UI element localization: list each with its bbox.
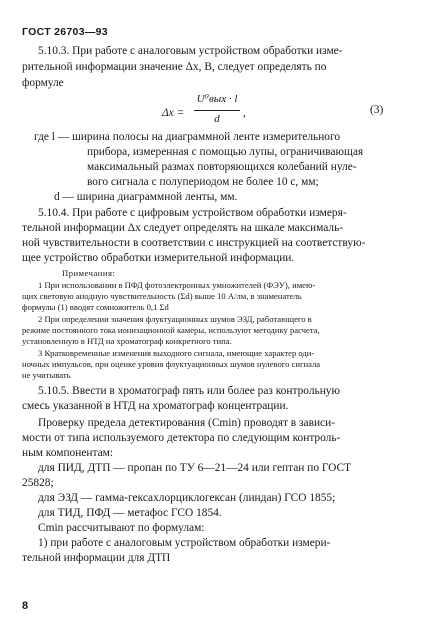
equation-3-lhs: Δx = bbox=[162, 107, 185, 119]
note-2-line-3: установленную в НТД на хроматограф конкретного типа. bbox=[22, 336, 232, 346]
para-5-10-3-line-1: 5.10.3. При работе с аналоговым устройством обработки изме- bbox=[38, 45, 343, 57]
para-5-10-5-line-2: смесь указанной в НТД на хроматограф концентрации. bbox=[22, 400, 289, 412]
equation-3-denominator: d bbox=[214, 113, 220, 125]
where-line-2: прибора, измеренная с помощью лупы, ограничивающая bbox=[87, 146, 364, 158]
note-2-line-1: 2 При определении значения флуктуационных шумов ЭЗД, работающего в bbox=[38, 314, 312, 324]
check-line-5: 25828; bbox=[22, 477, 54, 489]
para-5-10-3-line-2: рительной информации значение Δx, В, следует определять по bbox=[22, 61, 327, 73]
para-5-10-3-line-3: формуле bbox=[22, 77, 64, 89]
equation-3-number: (3) bbox=[370, 104, 384, 116]
check-line-6: для ЭЗД — гамма-гексахлорциклогексан (линдан) ГСО 1855; bbox=[38, 492, 336, 504]
para-5-10-5-line-1: 5.10.5. Ввести в хроматограф пять или более раз контрольную bbox=[38, 385, 341, 397]
check-line-3: ным компонентам: bbox=[22, 447, 114, 459]
para-5-10-4-line-4: щее устройство обработки измерительной информации. bbox=[22, 252, 295, 264]
check-line-4: для ПИД, ДТП — пропан по ТУ 6—21—24 или гептан по ГОСТ bbox=[38, 462, 352, 474]
para-5-10-4-line-1: 5.10.4. При работе с цифровым устройством обработки измеря- bbox=[38, 207, 347, 219]
equation-3-fraction-bar bbox=[194, 110, 240, 111]
check-line-9: 1) при работе с аналоговым устройством обработки измери- bbox=[38, 537, 331, 549]
where-line-4: вого сигнала с полупериодом не более 10 с, мм; bbox=[87, 176, 319, 188]
where-line-5: d — ширина диаграммной ленты, мм. bbox=[54, 191, 238, 203]
check-line-1: Проверку предела детектирования (Cmin) проводят в зависи- bbox=[38, 417, 335, 429]
equation-3-tail: , bbox=[243, 107, 246, 119]
note-1-line-3: формулы (1) вводят сомножитель 0,1 Σd bbox=[22, 302, 169, 312]
notes-title: Примечания: bbox=[62, 268, 116, 278]
note-3-line-2: ночных импульсов, при оценке уровня флуктуационных шумов нулевого сигнала bbox=[22, 359, 321, 369]
where-line-1: где l — ширина полосы на диаграммной ленте измерительного bbox=[34, 131, 341, 143]
where-line-3: максимальный размах повторяющихся колебаний нуле- bbox=[87, 161, 357, 173]
equation-3-numerator: U⁰вых · l bbox=[196, 93, 238, 105]
note-3-line-1: 3 Кратковременные изменения выходного сигнала, имеющие характер оди- bbox=[38, 348, 315, 358]
check-line-2: мости от типа используемого детектора по следующим контроль- bbox=[22, 432, 341, 444]
check-line-10: тельной информации для ДТП bbox=[22, 552, 171, 564]
note-2-line-2: режиме постоянного тока ионизационной камеры, используют методику расчета, bbox=[22, 325, 320, 335]
check-line-8: Cmin рассчитывают по формулам: bbox=[38, 522, 205, 534]
note-3-line-3: не учитывать bbox=[22, 370, 71, 380]
document-header: ГОСТ 26703—93 bbox=[22, 26, 108, 38]
note-1-line-2: щих световую анодную чувствительность (Σd) выше 10 А/лм, в знаменатель bbox=[22, 291, 302, 301]
page-number: 8 bbox=[22, 600, 29, 612]
para-5-10-4-line-3: ной чувствительности в соответствии с инструкцией на соответствую- bbox=[22, 237, 366, 249]
para-5-10-4-line-2: тельной информации Δx следует определять на шкале максималь- bbox=[22, 222, 344, 234]
check-line-7: для ТИД, ПФД — метафос ГСО 1854. bbox=[38, 507, 222, 519]
note-1-line-1: 1 При использовании в ПФД фотоэлектронных умножителей (ФЭУ), имею- bbox=[38, 280, 316, 290]
